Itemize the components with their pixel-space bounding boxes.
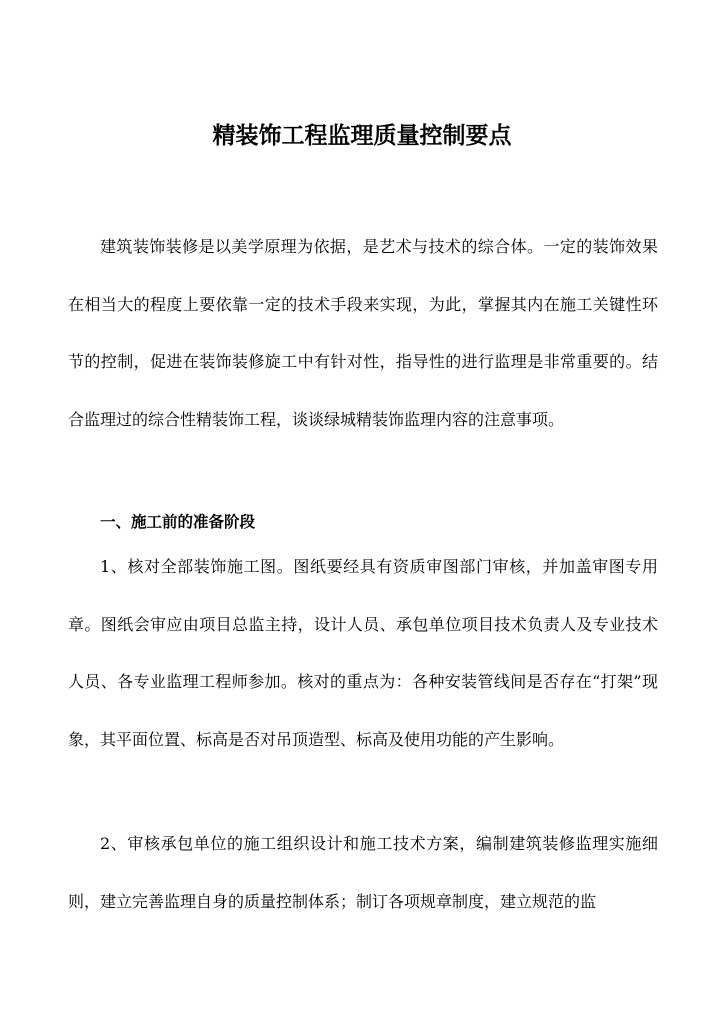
item-2-paragraph: 2、审核承包单位的施工组织设计和施工技术方案，编制建筑装修监理实施细则，建立完善监理自身的质量控制体系；制订各项规章制度，建立规范的监 [68, 834, 658, 911]
section-heading: 一、施工前的准备阶段 [100, 513, 256, 531]
intro-paragraph: 建筑装饰装修是以美学原理为依据，是艺术与技术的综合体。一定的装饰效果在相当大的程度上要依靠一定的技术手段来实现，为此，掌握其内在施工关键性环节的控制，促进在装饰装修旋工中有针对性，指导性的进行监理是非常重要的。结合监理过的综合性精装饰工程，谈谈绿城精装饰监理内容的注意事项。 [68, 237, 658, 429]
document-title: 精装饰工程监理质量控制要点 [212, 123, 512, 149]
item-1-paragraph: 1、核对全部装饰施工图。图纸要经具有资质审图部门审核，并加盖审图专用章。图纸会审应由项目总监主持，设计人员、承包单位项目技术负责人及专业技术人员、各专业监理工程师参加。核对的重点为：各种安装管线间是否存在“打架”现象，其平面位置、标高是否对吊顶造型、标高及使用功能的产生影响。 [68, 557, 658, 749]
